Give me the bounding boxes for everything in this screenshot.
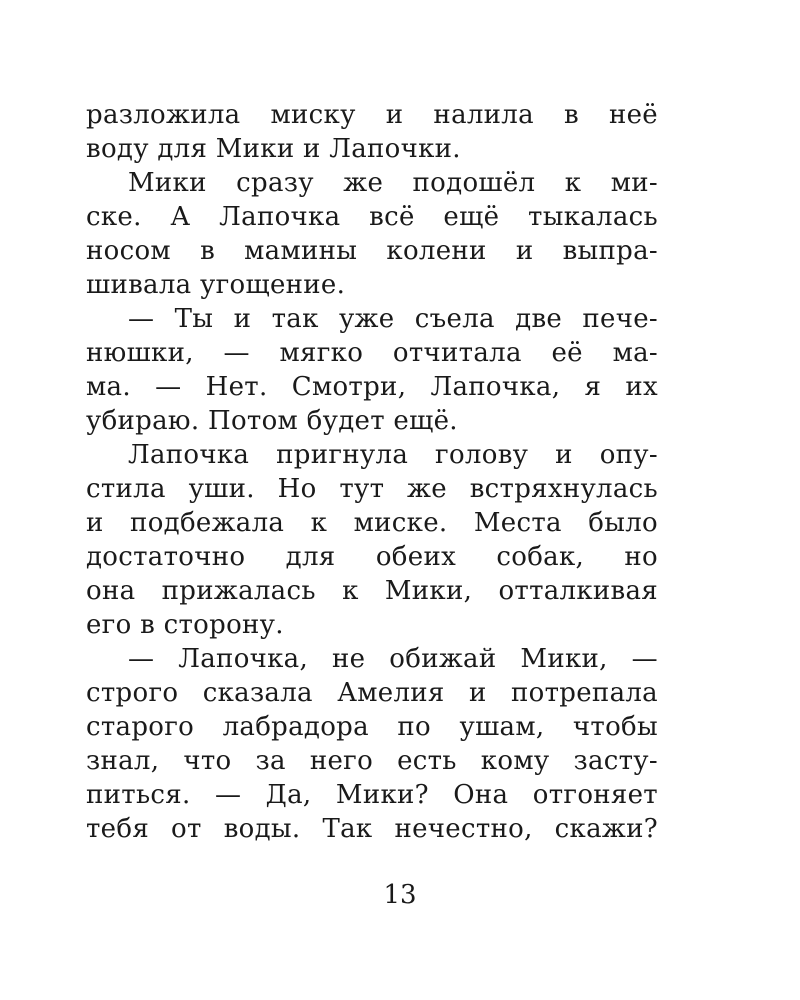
text-line: знал, что за него есть кому засту- <box>86 746 658 776</box>
text-line: питься. — Да, Мики? Она отгоняет <box>86 780 658 810</box>
text-line: шивала угощение. <box>86 270 346 300</box>
text-line: тебя от воды. Так нечестно, скажи? <box>86 814 658 844</box>
text-line: она прижалась к Мики, отталкивая <box>86 576 658 606</box>
text-line: строго сказала Амелия и потрепала <box>86 678 658 708</box>
text-line: носом в мамины колени и выпра- <box>86 236 658 266</box>
text-line: — Ты и так уже съела две пече- <box>128 304 658 334</box>
text-line: нюшки, — мягко отчитала её ма- <box>86 338 658 368</box>
text-line: стила уши. Но тут же встряхнулась <box>86 474 658 504</box>
body-text <box>86 98 658 846</box>
text-line: убираю. Потом будет ещё. <box>86 406 458 436</box>
text-line: Мики сразу же подошёл к ми- <box>128 168 658 198</box>
page-number: 13 <box>383 880 417 910</box>
text-line: его в сторону. <box>86 610 284 640</box>
text-line: ма. — Нет. Смотри, Лапочка, я их <box>86 372 658 402</box>
text-line: воду для Мики и Лапочки. <box>86 134 461 164</box>
text-line: — Лапочка, не обижай Мики, — <box>128 644 658 674</box>
text-line: Лапочка пригнула голову и опу- <box>128 440 658 470</box>
text-line: и подбежала к миске. Места было <box>86 508 658 538</box>
text-line: старого лабрадора по ушам, чтобы <box>86 712 658 742</box>
text-line: разложила миску и налила в неё <box>86 100 658 130</box>
text-line: достаточно для обеих собак, но <box>86 542 658 572</box>
text-line: ске. А Лапочка всё ещё тыкалась <box>86 202 658 232</box>
